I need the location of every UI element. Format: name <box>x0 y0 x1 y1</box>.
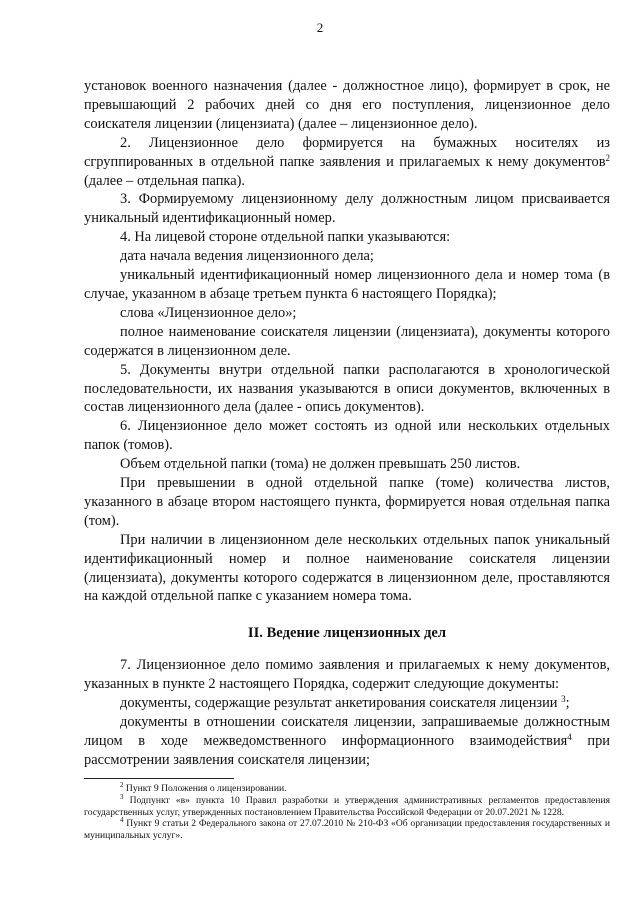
footnote-ref: 4 <box>567 731 572 742</box>
paragraph-text: (далее – отдельная папка). <box>84 172 245 189</box>
paragraph-text: при рассмотрении заявления соискателя лицензии; <box>84 732 610 768</box>
footnote-number: 2 <box>120 781 124 789</box>
paragraph: 5. Документы внутри отдельной папки располагаются в хронологической последовательности, их названия указываются в описи документов, включенных в состав лицензионного дела (далее - опись документов). <box>84 361 610 416</box>
paragraph: 3. Формируемому лицензионному делу должностным лицом присваивается уникальный идентификационный номер. <box>84 191 610 227</box>
paragraph: уникальный идентификационный номер лицензионного дела и номер тома (в случае, указанном в абзаце третьем пункта 6 настоящего Порядка); <box>84 267 610 302</box>
paragraph: При превышении в одной отдельной папке (томе) количества листов, указанного в абзаце втором настоящего пункта, формируется новая отдельная папка (том). <box>84 475 610 529</box>
footnote-number: 4 <box>120 816 124 825</box>
footnote-ref: 2 <box>605 152 610 163</box>
paragraph <box>84 134 610 191</box>
footnotes <box>84 778 610 842</box>
paragraph-text: документы в отношении соискателя лицензии, запрашиваемые должностным лицом в ходе межведомственного информационного взаимодействия <box>84 714 610 749</box>
paragraph: полное наименование соискателя лицензии (лицензиата), документы которого содержатся в лицензионном деле. <box>84 323 610 359</box>
paragraph <box>84 713 610 770</box>
paragraph-text: 2. Лицензионное дело формируется на бумажных носителях из сгруппированных в отдельной папке заявления и прилагаемых к нему документов <box>84 134 610 170</box>
footnote-separator <box>84 778 234 779</box>
paragraph: Объем отдельной папки (тома) не должен превышать 250 листов. <box>120 456 521 473</box>
paragraph: 6. Лицензионное дело может состоять из одной или нескольких отдельных папок (томов). <box>84 418 610 454</box>
paragraph: дата начала ведения лицензионного дела; <box>120 248 374 265</box>
paragraph <box>84 694 610 713</box>
footnote <box>84 818 610 842</box>
paragraph: установок военного назначения (далее - должностное лицо), формирует в срок, не превышающий 2 рабочих дней со дня его поступления, лицензионное дело соискателя лицензии (лицензиата) (далее – лицензионное дело). <box>84 78 610 132</box>
footnote-ref: 3 <box>561 694 566 705</box>
footnote <box>84 783 610 795</box>
paragraph-text: документы, содержащие результат анкетирования соискателя лицензии <box>120 695 562 712</box>
footnote-text: Пункт 9 статьи 2 Федерального закона от 27.07.2010 № 210-ФЗ «Об организации предоставления государственных и муниципальных услуг». <box>84 818 610 842</box>
document-body <box>84 77 610 770</box>
footnote-text: Пункт 9 Положения о лицензировании. <box>123 783 287 794</box>
paragraph: При наличии в лицензионном деле нескольких отдельных папок уникальный идентификационный номер и полное наименование соискателя лицензии (лицензиата), документы которого содержатся в лицензионном деле, проставляются на каждой отдельной папке с указанием номера тома. <box>84 531 610 605</box>
paragraph: 4. На лицевой стороне отдельной папки указываются: <box>120 229 451 246</box>
footnote-number: 3 <box>120 792 124 801</box>
paragraph: слова «Лицензионное дело»; <box>120 304 297 321</box>
page-number: 2 <box>316 20 324 35</box>
footnote <box>84 792 610 819</box>
footnote-text: Подпункт «в» пункта 10 Правил разработки и утверждения административных регламентов предоставления государственных услуг, утвержденных постановлением Правительства Российской Федерации от 20.07.2021 № 1228. <box>84 794 610 818</box>
paragraph-text: ; <box>565 695 570 712</box>
section-heading: II. Ведение лицензионных дел <box>247 625 447 642</box>
paragraph: 7. Лицензионное дело помимо заявления и прилагаемых к нему документов, указанных в пункте 2 настоящего Порядка, содержит следующие документы: <box>84 657 610 693</box>
